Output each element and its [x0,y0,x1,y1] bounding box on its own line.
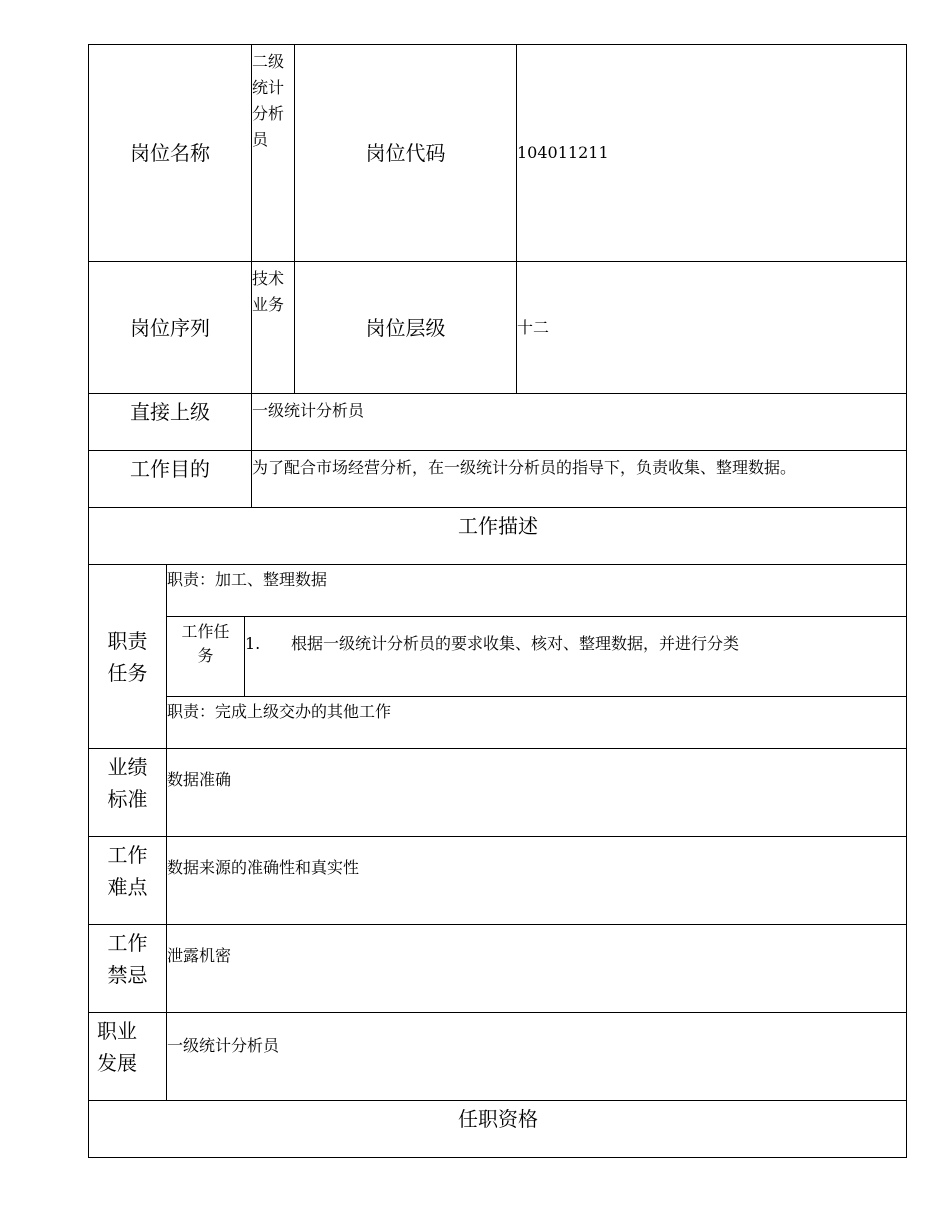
task-1-number: 1. [245,634,261,653]
qualification-title: 任职资格 [458,1107,538,1131]
difficulty-label-line-2: 难点 [107,875,148,899]
taboo-label-line-2: 禁忌 [107,963,148,987]
career-value-cell [166,1012,907,1100]
difficulty-label-line-1: 工作 [107,843,148,867]
difficulty-value-cell [166,836,907,924]
career-label-cell [88,1012,166,1100]
purpose-label: 工作目的 [130,457,210,481]
career-label-line-2: 发展 [97,1051,137,1075]
taboo-value-cell [166,924,907,1012]
taboo-label-line-1: 工作 [107,931,148,955]
post-name-value: 二级统计分析员 [251,44,294,261]
performance-label-line-1: 业绩 [107,755,148,779]
duties-label-cell [88,564,166,748]
post-level-value-cell [516,261,907,393]
work-description-title: 工作描述 [458,514,538,538]
duty-1-cell [166,564,907,616]
post-code-value: 104011211 [517,143,609,162]
superior-value: 一级统计分析员 [252,401,365,420]
superior-value-cell [251,393,907,450]
post-name-label: 岗位名称 [130,141,210,165]
post-code-label-cell [294,44,516,261]
duty-2-text: 职责：完成上级交办的其他工作 [167,702,392,721]
task-label-cell [166,616,244,696]
post-sequence-label: 岗位序列 [130,315,210,340]
career-label-line-1: 职业 [97,1019,137,1043]
performance-label-line-2: 标准 [107,787,148,811]
post-level-label-cell [294,261,516,393]
work-description-title-cell [88,507,907,564]
difficulty-label-cell [88,836,166,924]
post-sequence-value: 技术业务 [251,261,294,393]
duties-label-line-2: 任务 [107,660,148,685]
difficulty-value: 数据来源的准确性和真实性 [167,858,360,877]
performance-value-cell [166,748,907,836]
task-1-cell [244,616,907,696]
task-1-text: 根据一级统计分析员的要求收集、核对、整理数据，并进行分类 [291,634,740,653]
post-sequence-label-cell [88,261,251,393]
superior-label: 直接上级 [130,400,210,424]
post-name-label-cell [88,44,251,261]
purpose-value-cell [251,450,907,507]
taboo-value: 泄露机密 [167,946,232,965]
post-code-value-cell [516,44,907,261]
duty-1-text: 职责：加工、整理数据 [167,570,328,589]
superior-label-cell [88,393,251,450]
post-level-label: 岗位层级 [365,315,446,340]
qualification-title-cell [88,1100,907,1158]
duty-2-cell [166,696,907,748]
career-value: 一级统计分析员 [167,1036,280,1055]
performance-label-cell [88,748,166,836]
duties-label-line-1: 职责 [107,628,148,653]
purpose-label-cell [88,450,251,507]
taboo-label-cell [88,924,166,1012]
purpose-value: 为了配合市场经营分析，在一级统计分析员的指导下，负责收集、整理数据。 [252,458,797,477]
performance-value: 数据准确 [167,770,232,789]
task-label: 工作任务 [181,622,230,665]
post-code-label: 岗位代码 [365,141,446,165]
post-level-value: 十二 [517,317,550,337]
